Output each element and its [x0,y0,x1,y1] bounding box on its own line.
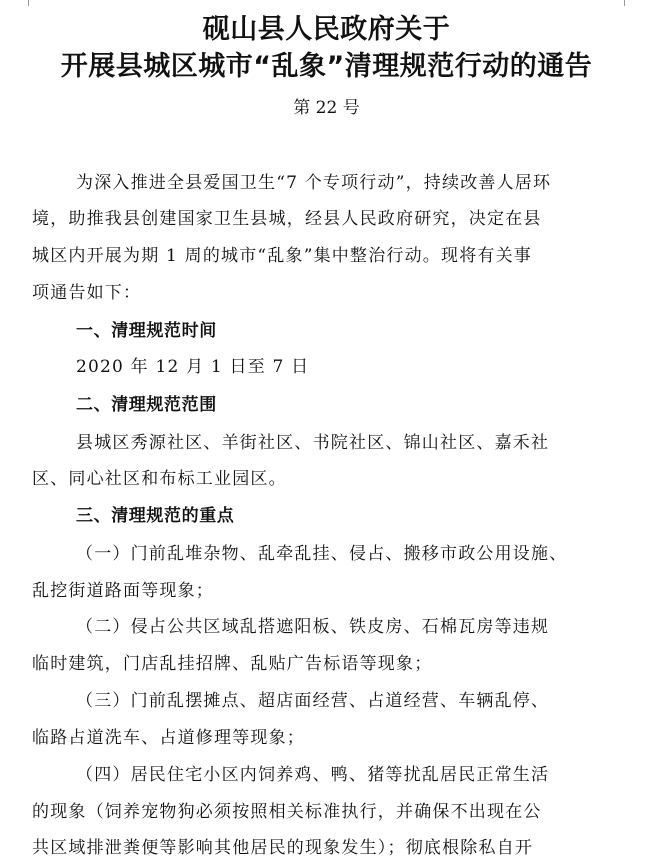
list-item-4: （四）居民住宅小区内饲养鸡、鸭、猪等扰乱居民正常生活 [76,765,550,785]
list-item-4-cont: 的现象（饲养宠物狗必须按照相关标准执行，并确保不出现在公 [32,802,542,822]
paragraph-line: 项通告如下： [32,283,142,303]
list-item-3: （三）门前乱摆摊点、超店面经营、占道经营、车辆乱停、 [76,691,550,711]
list-item-2-cont: 临时建筑，门店乱挂招牌、乱贴广告标语等现象； [32,654,433,674]
list-item-3-cont: 临路占道洗车、占道修理等现象； [32,728,305,748]
title-line-2: 开展县城区城市“乱象”清理规范行动的通告 [60,51,593,82]
title-line-1: 砚山县人民政府关于 [202,14,451,45]
section-heading-time: 一、清理规范时间 [76,321,217,341]
section-heading-focus: 三、清理规范的重点 [76,506,235,526]
paragraph-line: 县城区秀源社区、羊街社区、书院社区、锦山社区、嘉禾社 [76,433,550,453]
list-item-2: （二）侵占公共区域乱搭遮阳板、铁皮房、石棉瓦房等违规 [76,617,550,637]
margin-mark-left [28,0,29,6]
list-item-1-cont: 乱挖街道路面等现象； [32,581,214,601]
date-range: 2020 年 12 月 1 日至 7 日 [76,357,310,377]
list-item-1: （一）门前乱堆杂物、乱牵乱挂、侵占、搬移市政公用设施、 [76,544,568,564]
list-item-4-cont: 共区域排泄粪便等影响其他居民的现象发生）；彻底根除私自开 [32,838,534,858]
margin-mark-right [624,0,625,6]
paragraph-line: 为深入推进全县爱国卫生“7 个专项行动”，持续改善人居环 [76,173,552,193]
paragraph-line: 区、同心社区和布标工业园区。 [32,469,287,489]
section-heading-scope: 二、清理规范范围 [76,395,217,415]
document-number: 第 22 号 [293,98,360,118]
paragraph-line: 境，助推我县创建国家卫生县城，经县人民政府研究，决定在县 [32,209,542,229]
paragraph-line: 城区内开展为期 1 周的城市“乱象”集中整治行动。现将有关事 [32,246,533,266]
